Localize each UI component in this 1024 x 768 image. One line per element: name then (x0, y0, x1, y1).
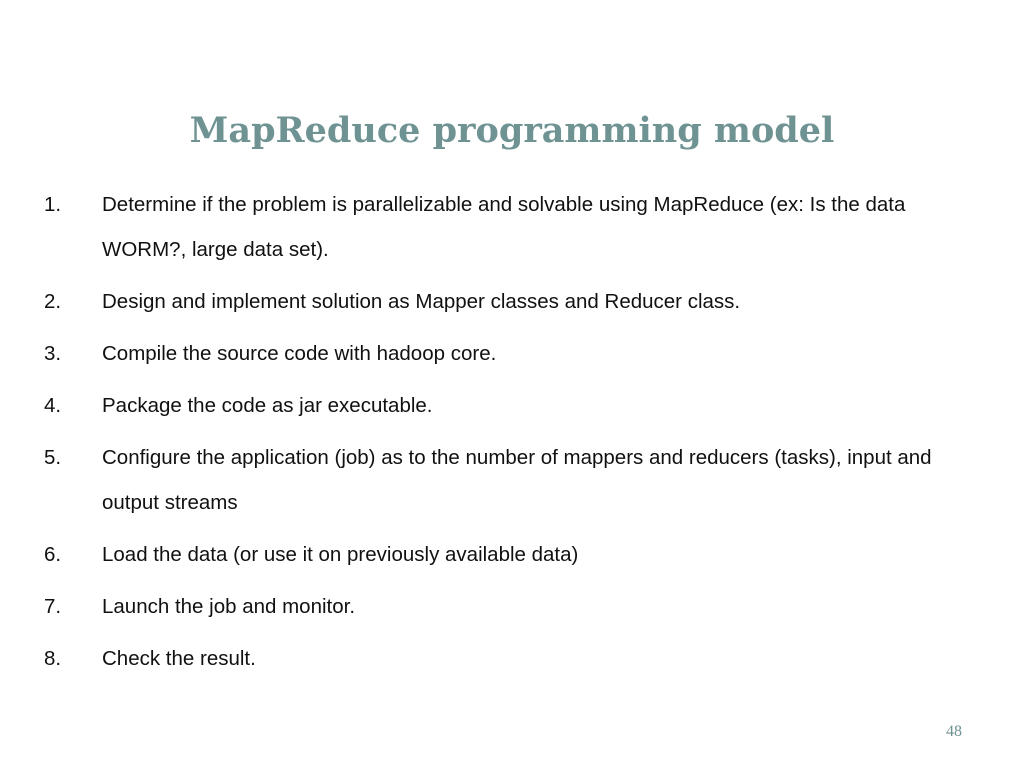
step-number: 1. (44, 193, 62, 216)
step-number: 5. (44, 446, 62, 469)
list-item (44, 331, 984, 376)
list-item (44, 182, 984, 272)
step-number: 8. (44, 647, 62, 670)
list-item (44, 279, 984, 324)
list-item (44, 383, 984, 428)
step-number: 2. (44, 290, 62, 313)
step-text: Load the data (or use it on previously available data) (102, 543, 579, 566)
step-text: Configure the application (job) as to the number of mappers and reducers (tasks), input and output streams (102, 446, 932, 514)
step-number: 7. (44, 595, 62, 618)
list-item (44, 636, 984, 681)
step-number: 6. (44, 543, 62, 566)
steps-list (44, 182, 984, 688)
step-text: Determine if the problem is parallelizable and solvable using MapReduce (ex: Is the data WORM?, large data set). (102, 193, 906, 261)
step-text: Check the result. (102, 647, 256, 670)
step-text: Design and implement solution as Mapper classes and Reducer class. (102, 290, 741, 313)
page-number: 48 (946, 723, 962, 740)
slide-title: MapReduce programming model (189, 110, 835, 151)
list-item (44, 435, 984, 525)
step-number: 4. (44, 394, 62, 417)
step-number: 3. (44, 342, 62, 365)
list-item (44, 532, 984, 577)
list-item (44, 584, 984, 629)
step-text: Launch the job and monitor. (102, 595, 356, 618)
step-text: Compile the source code with hadoop core. (102, 342, 497, 365)
step-text: Package the code as jar executable. (102, 394, 433, 417)
